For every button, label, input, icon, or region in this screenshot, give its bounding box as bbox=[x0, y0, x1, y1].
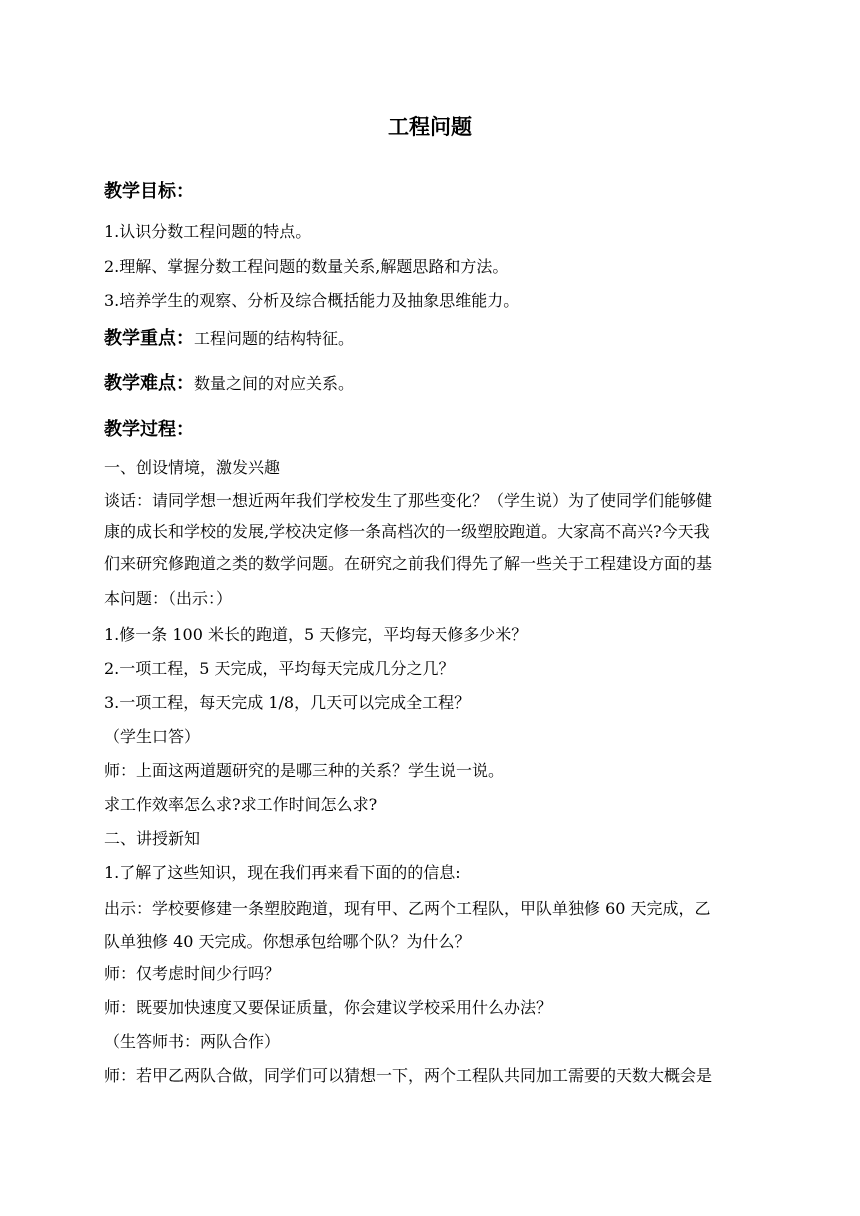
objective-item-3: 3.培养学生的观察、分析及综合概括能力及抽象思维能力。 bbox=[104, 291, 520, 310]
question-3: 3.一项工程，每天完成 1/8，几天可以完成全工程？ bbox=[104, 693, 471, 712]
teacher-line-2: 师：仅考虑时间少行吗？ bbox=[104, 964, 281, 983]
talk-line-2: 康的成长和学校的发展,学校决定修一条高档次的一级塑胶跑道。大家高不高兴?今天我 bbox=[104, 522, 710, 541]
difficulty-line bbox=[104, 373, 764, 395]
section2-title: 二、讲授新知 bbox=[104, 829, 201, 848]
student-answer: （学生口答） bbox=[104, 727, 201, 746]
question-1: 1.修一条 100 米长的跑道，5 天修完，平均每天修多少米？ bbox=[104, 625, 528, 644]
student-teacher-note: （生答师书：两队合作） bbox=[104, 1032, 281, 1051]
show-line-2: 队单独修 40 天完成。你想承包给哪个队？为什么？ bbox=[104, 932, 471, 951]
new-knowledge-1: 1.了解了这些知识，现在我们再来看下面的的信息: bbox=[104, 863, 461, 882]
efficiency-question: 求工作效率怎么求?求工作时间怎么求? bbox=[104, 795, 378, 814]
process-heading: 教学过程： bbox=[104, 419, 194, 440]
key-point-label: 教学重点： bbox=[104, 328, 194, 349]
show-line-1: 出示：学校要修建一条塑胶跑道，现有甲、乙两个工程队，甲队单独修 60 天完成，乙 bbox=[104, 899, 711, 918]
teacher-line-3: 师：既要加快速度又要保证质量，你会建议学校采用什么办法？ bbox=[104, 998, 553, 1017]
key-point-text: 工程问题的结构特征。 bbox=[194, 329, 355, 348]
objectives-heading: 教学目标： bbox=[104, 181, 194, 202]
section1-title: 一、创设情境，激发兴趣 bbox=[104, 458, 281, 477]
key-point-line bbox=[104, 328, 764, 350]
teacher-line-4: 师：若甲乙两队合做，同学们可以猜想一下，两个工程队共同加工需要的天数大概会是 bbox=[104, 1066, 713, 1085]
question-2: 2.一项工程，5 天完成，平均每天完成几分之几？ bbox=[104, 659, 455, 678]
objective-item-1: 1.认识分数工程问题的特点。 bbox=[104, 222, 312, 241]
objective-item-2: 2.理解、掌握分数工程问题的数量关系,解题思路和方法。 bbox=[104, 257, 509, 276]
page-title: 工程问题 bbox=[388, 115, 472, 139]
talk-line-4: 本问题：（出示：） bbox=[104, 589, 233, 608]
difficulty-label: 教学难点： bbox=[104, 373, 194, 394]
talk-line-3: 们来研究修跑道之类的数学问题。在研究之前我们得先了解一些关于工程建设方面的基 bbox=[104, 554, 713, 573]
difficulty-text: 数量之间的对应关系。 bbox=[194, 374, 355, 393]
talk-line-1: 谈话：请同学想一想近两年我们学校发生了那些变化？（学生说）为了使同学们能够健 bbox=[104, 491, 713, 510]
teacher-line-1: 师：上面这两道题研究的是哪三种的关系？学生说一说。 bbox=[104, 761, 505, 780]
